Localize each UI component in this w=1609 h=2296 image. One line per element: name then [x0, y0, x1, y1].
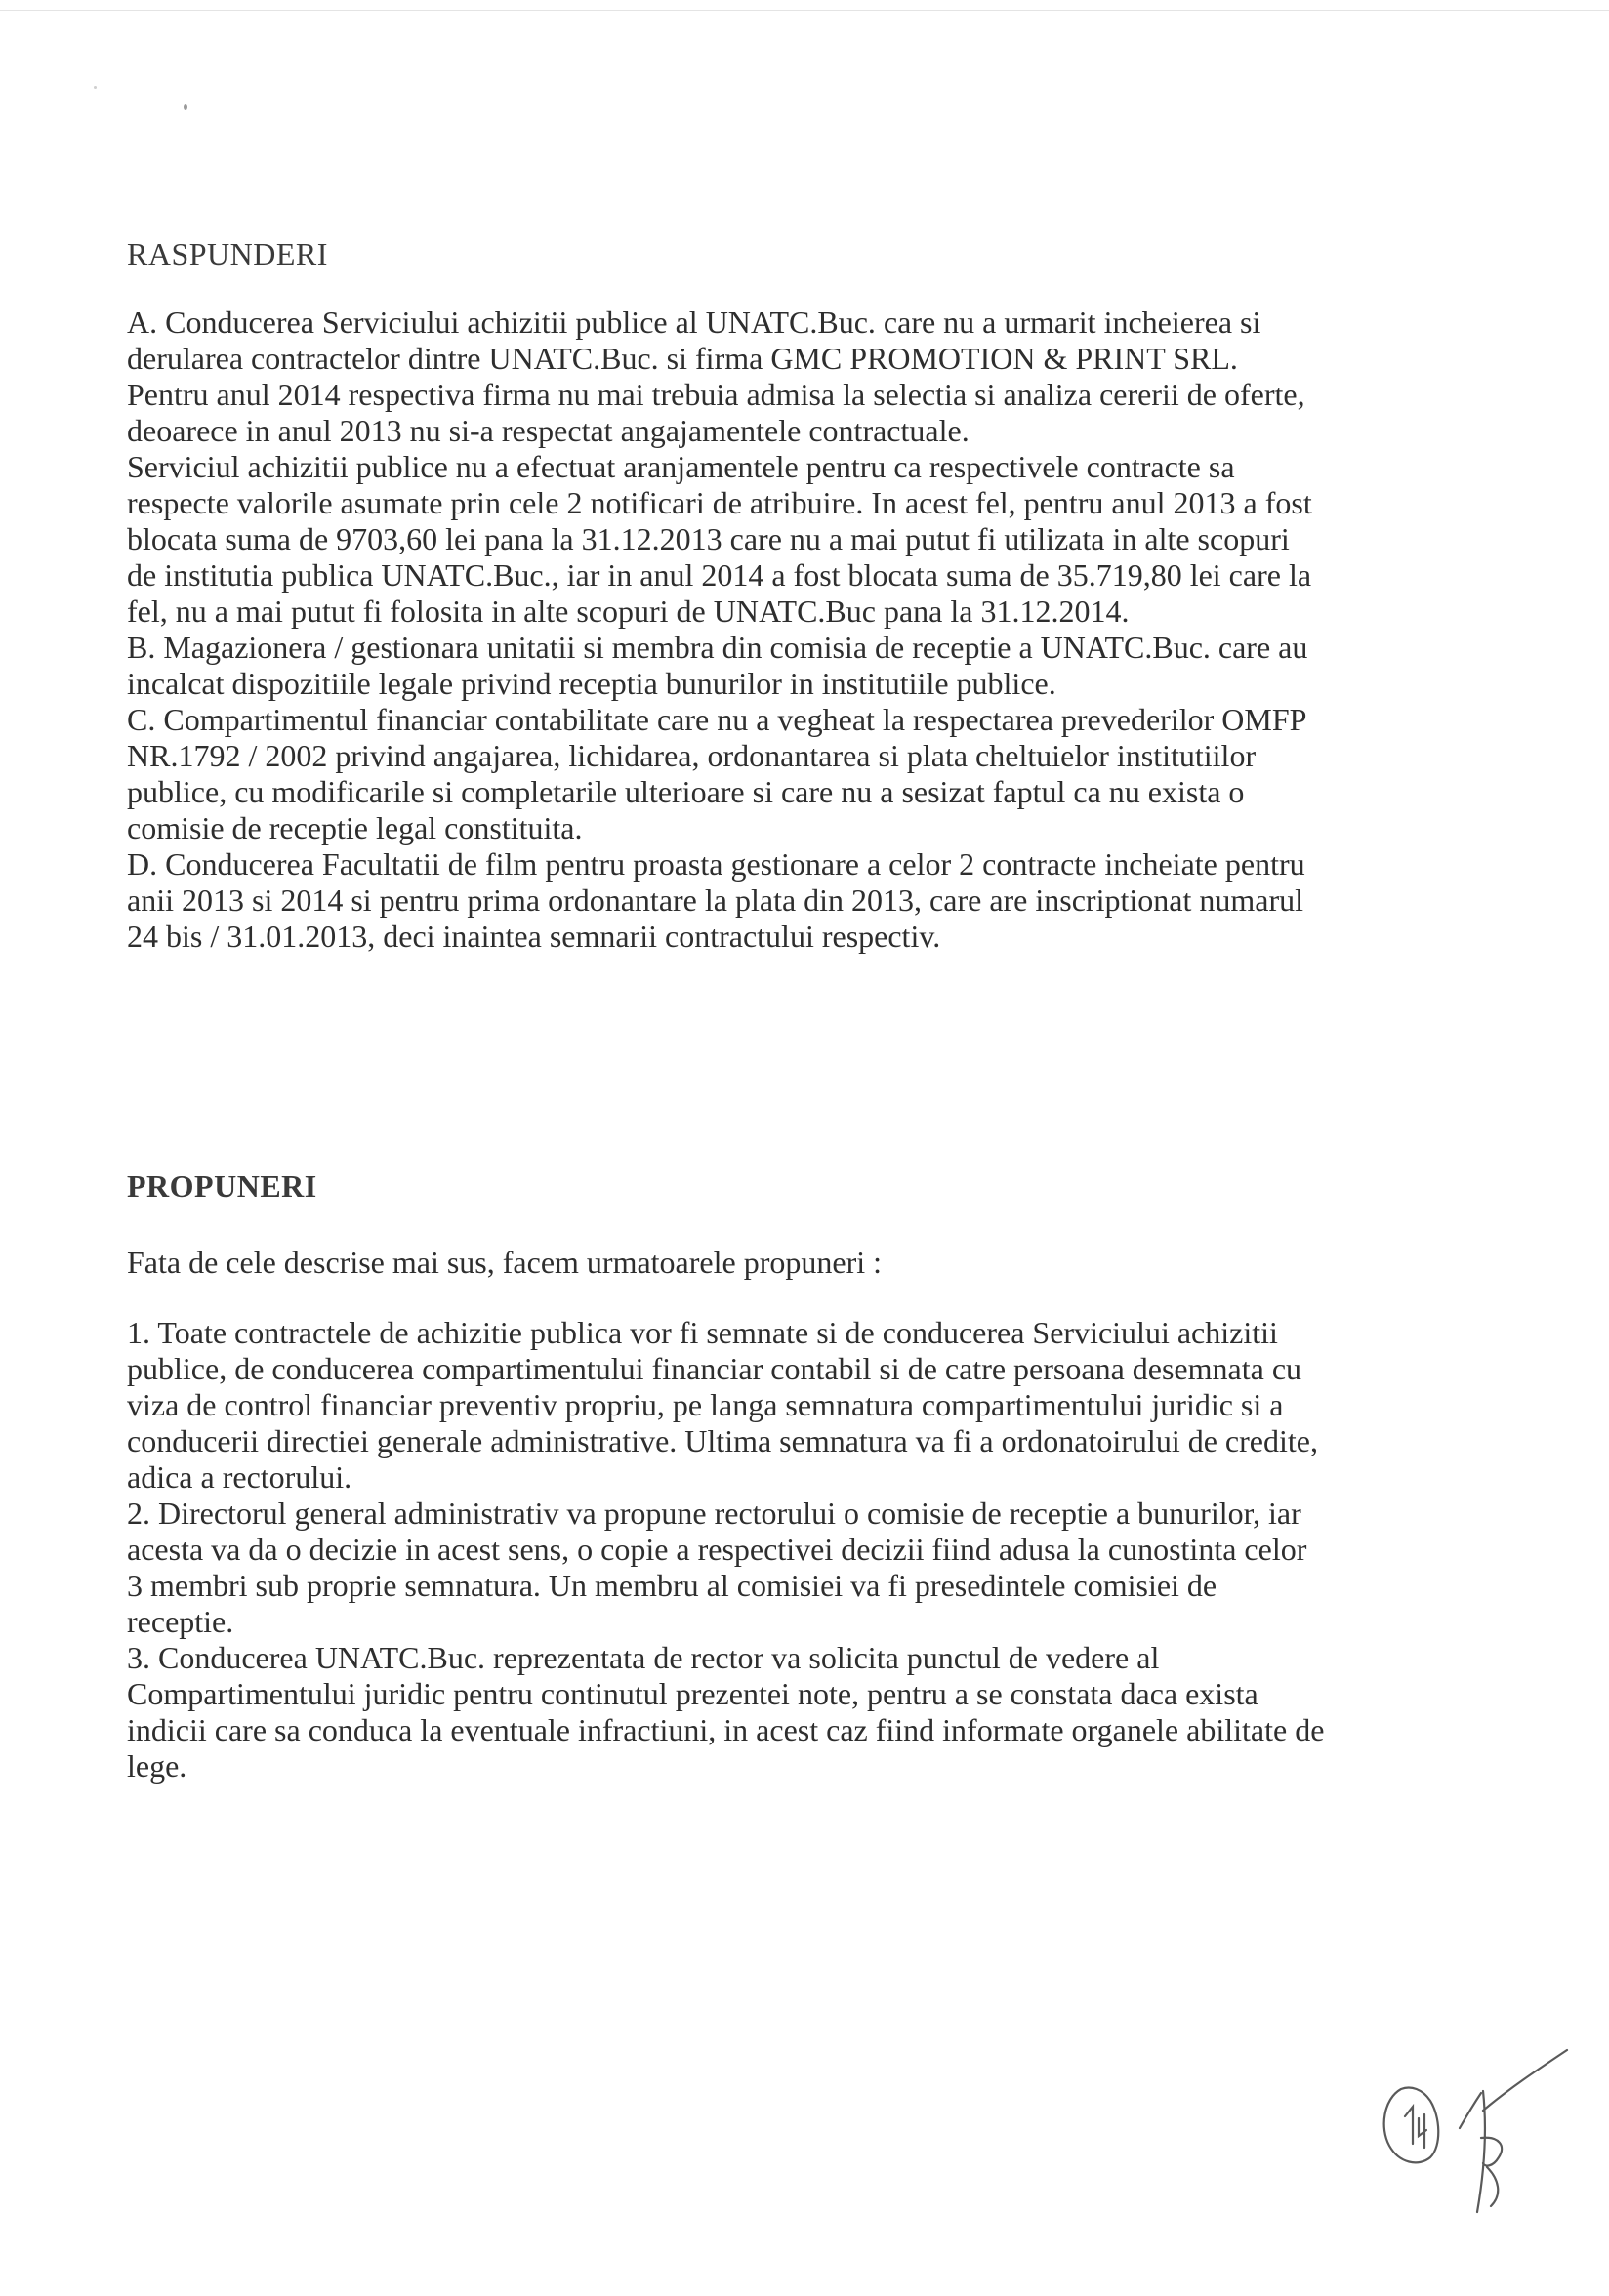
- text-line: fel, nu a mai putut fi folosita in alte scopuri de UNATC.Buc pana la 31.12.2014.: [127, 594, 1130, 629]
- text-line: conducerii directiei generale administrative. Ultima semnatura va fi a ordonatoirului de credite,: [127, 1423, 1318, 1458]
- text-line: blocata suma de 9703,60 lei pana la 31.12.2013 care nu a mai putut fi utilizata in alte scopuri: [127, 521, 1290, 556]
- scan-edge: [0, 10, 1609, 11]
- text-line: adica a rectorului.: [127, 1459, 352, 1495]
- text-line: 24 bis / 31.01.2013, deci inaintea semnarii contractului respectiv.: [127, 919, 941, 954]
- text-line: incalcat dispozitiile legale privind receptia bunurilor in institutiile publice.: [127, 666, 1056, 701]
- text-line: NR.1792 / 2002 privind angajarea, lichidarea, ordonantarea si plata cheltuielor institutiilor: [127, 738, 1257, 773]
- text-line: viza de control financiar preventiv propriu, pe langa semnatura compartimentului juridic si a: [127, 1387, 1284, 1422]
- text-line: comisie de receptie legal constituita.: [127, 810, 583, 845]
- text-line: 3 membri sub proprie semnatura. Un membru al comisiei va fi presedintele comisiei de: [127, 1568, 1217, 1603]
- text-line: acesta va da o decizie in acest sens, o copie a respectivei decizii fiind adusa la cunostinta celor: [127, 1532, 1307, 1567]
- text-line: C. Compartimentul financiar contabilitate care nu a vegheat la respectarea prevederilor OMFP: [127, 702, 1307, 737]
- text-line: Serviciul achizitii publice nu a efectuat aranjamentele pentru ca respectivele contracte sa: [127, 449, 1235, 484]
- propuneri-body: [127, 1315, 1499, 1784]
- text-line: D. Conducerea Facultatii de film pentru proasta gestionare a celor 2 contracte incheiate pentru: [127, 846, 1305, 882]
- text-line: de institutia publica UNATC.Buc., iar in anul 2014 a fost blocata suma de 35.719,80 lei care la: [127, 557, 1312, 593]
- text-line: respecte valorile asumate prin cele 2 notificari de atribuire. In acest fel, pentru anul 2013 a fost: [127, 485, 1312, 520]
- text-line: 3. Conducerea UNATC.Buc. reprezentata de rector va solicita punctul de vedere al: [127, 1640, 1160, 1675]
- heading-raspunderi: RASPUNDERI: [127, 236, 328, 271]
- text-line: deoarece in anul 2013 nu si-a respectat angajamentele contractuale.: [127, 413, 970, 448]
- text-line: publice, de conducerea compartimentului financiar contabil si de catre persoana desemnata cu: [127, 1351, 1302, 1386]
- text-line: receptie.: [127, 1604, 234, 1639]
- text-line: 2. Directorul general administrativ va propune rectorului o comisie de receptie a bunurilor, iar: [127, 1496, 1301, 1531]
- propuneri-intro: Fata de cele descrise mai sus, facem urmatoarele propuneri :: [127, 1245, 882, 1280]
- text-line: indicii care sa conduca la eventuale infractiuni, in acest caz fiind informate organele abilitate de: [127, 1712, 1325, 1747]
- text-line: Pentru anul 2014 respectiva firma nu mai trebuia admisa la selectia si analiza cererii de oferte,: [127, 377, 1305, 412]
- text-line: B. Magazionera / gestionara unitatii si membra din comisia de receptie a UNATC.Buc. care au: [127, 630, 1308, 665]
- text-line: 1. Toate contractele de achizitie publica vor fi semnate si de conducerea Serviciului achizitii: [127, 1315, 1278, 1350]
- text-line: lege.: [127, 1748, 187, 1784]
- text-line: derularea contractelor dintre UNATC.Buc. si firma GMC PROMOTION & PRINT SRL.: [127, 341, 1238, 376]
- scan-speck: [94, 86, 97, 89]
- text-line: Compartimentului juridic pentru continutul prezentei note, pentru a se constata daca exista: [127, 1676, 1258, 1711]
- text-line: publice, cu modificarile si completarile ulterioare si care nu a sesizat faptul ca nu exista o: [127, 774, 1245, 809]
- text-line: anii 2013 si 2014 si pentru prima ordonantare la plata din 2013, care are inscriptionat numarul: [127, 882, 1303, 918]
- handwritten-signature: [1362, 2021, 1587, 2231]
- raspunderi-body: [127, 305, 1499, 955]
- text-line: A. Conducerea Serviciului achizitii publice al UNATC.Buc. care nu a urmarit incheierea si: [127, 305, 1261, 340]
- heading-propuneri: PROPUNERI: [127, 1168, 317, 1204]
- scan-speck: [184, 104, 187, 110]
